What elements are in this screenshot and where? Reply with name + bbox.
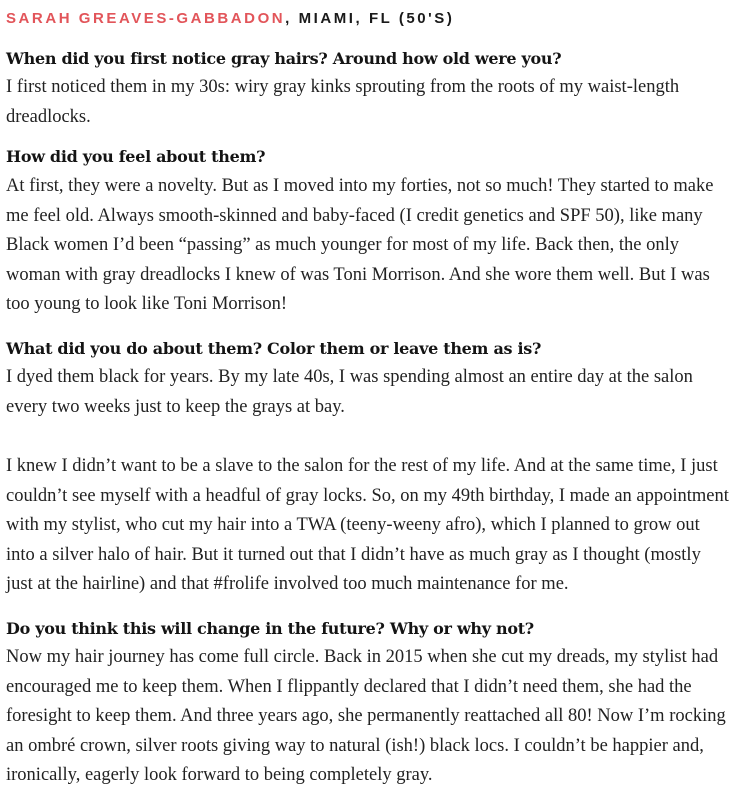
answer-3: I dyed them black for years. By my late 40s, I was spending almost an entire day at the salon every two weeks just to keep the grays at bay. xyxy=(6,367,693,417)
question-4: Do you think this will change in the future? Why or why not? xyxy=(6,619,534,638)
answer-2: At first, they were a novelty. But as I moved into my forties, not so much! They started to make me feel old. Always smooth-skinned and baby-faced (I credit genetics and SPF 50), like many Black women I’d been “passing” as much younger for most of my life. Back then, the only woman with gray dreadlocks I knew of was Toni Morrison. And she wore them well. But I was too young to look like Toni Morrison! xyxy=(6,176,714,314)
author-location: , MIAMI, FL (50'S) xyxy=(285,10,455,27)
question-3: What did you do about them? Color them or leave them as is? xyxy=(6,339,542,358)
answer-1: I first noticed them in my 30s: wiry gray kinks sprouting from the roots of my waist-length dreadlocks. xyxy=(6,77,680,127)
question-1: When did you first notice gray hairs? Around how old were you? xyxy=(6,49,562,68)
author-name: SARAH GREAVES-GABBADON xyxy=(6,10,286,27)
question-2: How did you feel about them? xyxy=(6,147,266,166)
answer-4: Now my hair journey has come full circle. Back in 2015 when she cut my dreads, my stylist had encouraged me to keep them. When I flippantly declared that I didn’t need them, she had the foresight to keep them. And three years ago, she permanently reattached all 80! Now I’m rocking an ombré crown, silver roots giving way to natural (ish!) black locs. I couldn’t be happier and, ironically, eagerly look forward to being completely gray. xyxy=(6,647,726,785)
answer-3-continued: I knew I didn’t want to be a slave to the salon for the rest of my life. And at the same time, I just couldn’t see myself with a headful of gray locks. So, on my 49th birthday, I made an appointment with my stylist, who cut my hair into a TWA (teeny-weeny afro), which I planned to grow out into a silver halo of hair. But it turned out that I didn’t have as much gray as I thought (mostly just at the hairline) and that #frolife involved too much maintenance for me. xyxy=(6,456,729,594)
byline xyxy=(6,10,454,28)
